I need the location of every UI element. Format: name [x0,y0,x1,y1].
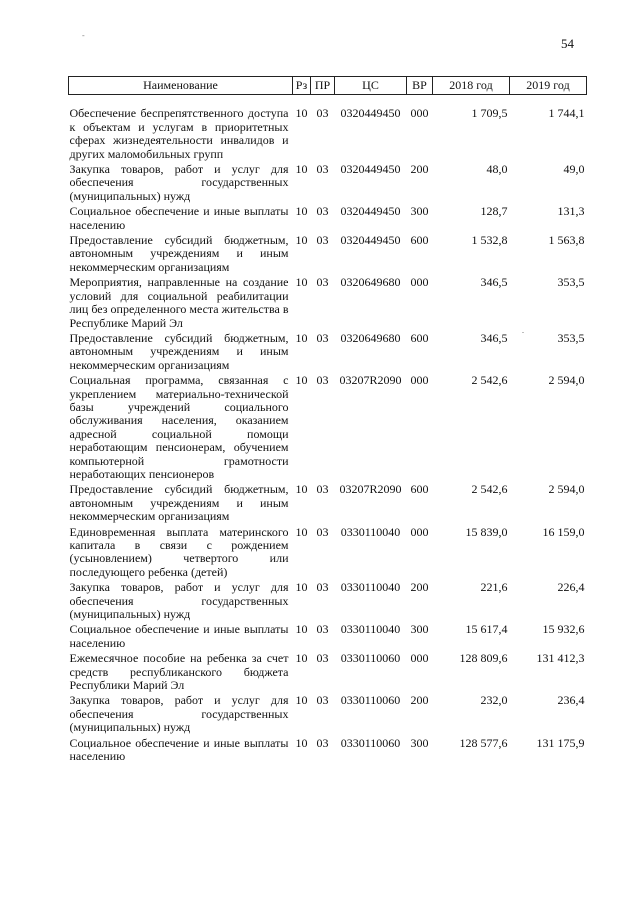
cell-vr: 000 [410,524,429,539]
cell-2018: 2 542,6 [471,482,508,497]
cell-rz: 10 [295,275,308,290]
cell-cs: 0320649680 [340,330,401,345]
header-cs: ЦС [335,77,407,95]
cell-cs: 0330110060 [340,651,401,666]
scan-mark: - [82,31,85,40]
cell-vr: 300 [410,735,429,750]
cell-2018: 128 577,6 [459,735,508,750]
cell-2018: 346,5 [480,330,508,345]
header-rz: Рз [293,77,311,95]
budget-table [68,76,587,766]
cell-name: Обеспечение беспрепятственного доступа к объектам и услугам в приоритетных сферах жизнедеятельности инвалидов и других маломобильных групп [69,106,289,161]
cell-2018: 15 617,4 [465,622,508,637]
cell-2019: 131 175,9 [536,735,585,750]
table-row [69,483,587,525]
cell-name: Закупка товаров, работ и услуг для обеспечения государственных (муниципальных) нужд [69,580,289,622]
cell-2018: 15 839,0 [465,524,508,539]
cell-name: Предоставление субсидий бюджетным, автономным учреждениям и иным некоммерческим организациям [69,330,289,372]
cell-vr: 600 [410,482,429,497]
cell-name: Предоставление субсидий бюджетным, автономным учреждениям и иным некоммерческим организациям [69,482,289,524]
cell-cs: 0320449450 [340,162,401,177]
cell-2018: 128,7 [480,204,508,219]
cell-cs: 0320449450 [340,106,401,121]
table-row [69,374,587,483]
table-row [69,526,587,582]
cell-pr: 03 [316,162,329,177]
cell-rz: 10 [295,622,308,637]
cell-2019: 131 412,3 [536,651,585,666]
cell-vr: 000 [410,275,429,290]
cell-2019: 2 594,0 [548,373,585,388]
table-row [69,234,587,276]
cell-2019: 131,3 [557,204,585,219]
cell-pr: 03 [316,651,329,666]
table-row [69,581,587,623]
cell-name: Ежемесячное пособие на ребенка за счет средств республиканского бюджета Республики Марий Эл [69,651,289,693]
table-row [69,163,587,205]
table-row [69,623,587,652]
cell-rz: 10 [295,106,308,121]
cell-vr: 600 [410,330,429,345]
cell-rz: 10 [295,204,308,219]
cell-pr: 03 [316,204,329,219]
cell-pr: 03 [316,693,329,708]
cell-2019: 353,5 [557,275,585,290]
cell-vr: 600 [410,233,429,248]
cell-name: Предоставление субсидий бюджетным, автономным учреждениям и иным некоммерческим организациям [69,233,289,274]
cell-2019: 226,4 [557,580,585,595]
cell-rz: 10 [295,482,308,497]
scan-dot: . [522,326,524,335]
cell-vr: 300 [410,204,429,219]
cell-cs: 0320649680 [340,275,401,290]
cell-pr: 03 [316,330,329,345]
cell-vr: 000 [410,106,429,121]
cell-vr: 300 [410,622,429,637]
cell-pr: 03 [316,373,329,388]
header-pr: ПР [311,77,335,95]
cell-cs: 0330110040 [340,524,401,539]
cell-vr: 200 [410,580,429,595]
table-row [69,737,587,766]
cell-cs: 03207R2090 [339,373,402,388]
cell-rz: 10 [295,580,308,595]
cell-2018: 221,6 [480,580,508,595]
table-row [69,276,587,332]
cell-pr: 03 [316,233,329,248]
cell-rz: 10 [295,233,308,248]
cell-name: Социальное обеспечение и иные выплаты населению [69,735,289,764]
header-2019: 2019 год [510,77,587,95]
cell-2019: 1 563,8 [548,233,585,248]
cell-2019: 353,5 [557,330,585,345]
cell-rz: 10 [295,735,308,750]
cell-2018: 2 542,6 [471,373,508,388]
cell-2019: 1 744,1 [548,106,585,121]
cell-2019: 16 159,0 [542,524,585,539]
cell-rz: 10 [295,162,308,177]
cell-name: Социальное обеспечение и иные выплаты населению [69,204,289,232]
cell-rz: 10 [295,651,308,666]
cell-cs: 0320449450 [340,204,401,219]
cell-2019: 236,4 [557,693,585,708]
cell-name: Единовременная выплата материнского капитала в связи с рождением (усыновлением) четвертого или последующего ребенка (детей) [69,524,289,579]
cell-rz: 10 [295,373,308,388]
cell-name: Социальное обеспечение и иные выплаты населению [69,622,289,650]
table-row [69,694,587,736]
table-body [69,95,587,766]
cell-name: Социальная программа, связанная с укреплением материально-технической базы учреждений социального обслуживания населения, оказанием адресной социальной помощи неработающим пенсионерам, обучением компьютерной грамотности неработающих пенсионеров [69,373,289,481]
cell-pr: 03 [316,106,329,121]
cell-cs: 0330110060 [340,735,401,750]
cell-cs: 0330110060 [340,693,401,708]
cell-name: Закупка товаров, работ и услуг для обеспечения государственных (муниципальных) нужд [69,693,289,735]
table-row [69,95,587,163]
table-row [69,652,587,694]
cell-vr: 200 [410,162,429,177]
cell-name: Закупка товаров, работ и услуг для обеспечения государственных (муниципальных) нужд [69,162,289,203]
cell-pr: 03 [316,735,329,750]
cell-2019: 49,0 [563,162,585,177]
cell-rz: 10 [295,330,308,345]
cell-pr: 03 [316,622,329,637]
cell-2018: 48,0 [486,162,508,177]
cell-2019: 15 932,6 [542,622,585,637]
cell-cs: 0330110040 [340,580,401,595]
cell-pr: 03 [316,580,329,595]
cell-2018: 1 532,8 [471,233,508,248]
cell-2018: 1 709,5 [471,106,508,121]
page-number: 54 [561,36,574,51]
cell-2018: 232,0 [480,693,508,708]
cell-cs: 0330110040 [340,622,401,637]
cell-2018: 128 809,6 [459,651,508,666]
cell-2018: 346,5 [480,275,508,290]
header-2018: 2018 год [433,77,510,95]
cell-pr: 03 [316,275,329,290]
cell-pr: 03 [316,524,329,539]
table-header-row [69,77,587,95]
cell-name: Мероприятия, направленные на создание условий для социальной реабилитации лиц без определенного места жительства в Республике Марий Эл [69,275,289,330]
header-vr: ВР [407,77,433,95]
table-row [69,205,587,234]
cell-cs: 03207R2090 [339,482,402,497]
cell-cs: 0320449450 [340,233,401,248]
cell-rz: 10 [295,524,308,539]
cell-vr: 000 [410,373,429,388]
cell-vr: 200 [410,693,429,708]
cell-pr: 03 [316,482,329,497]
header-name: Наименование [69,77,293,95]
cell-vr: 000 [410,651,429,666]
cell-2019: 2 594,0 [548,482,585,497]
cell-rz: 10 [295,693,308,708]
table-row [69,332,587,374]
